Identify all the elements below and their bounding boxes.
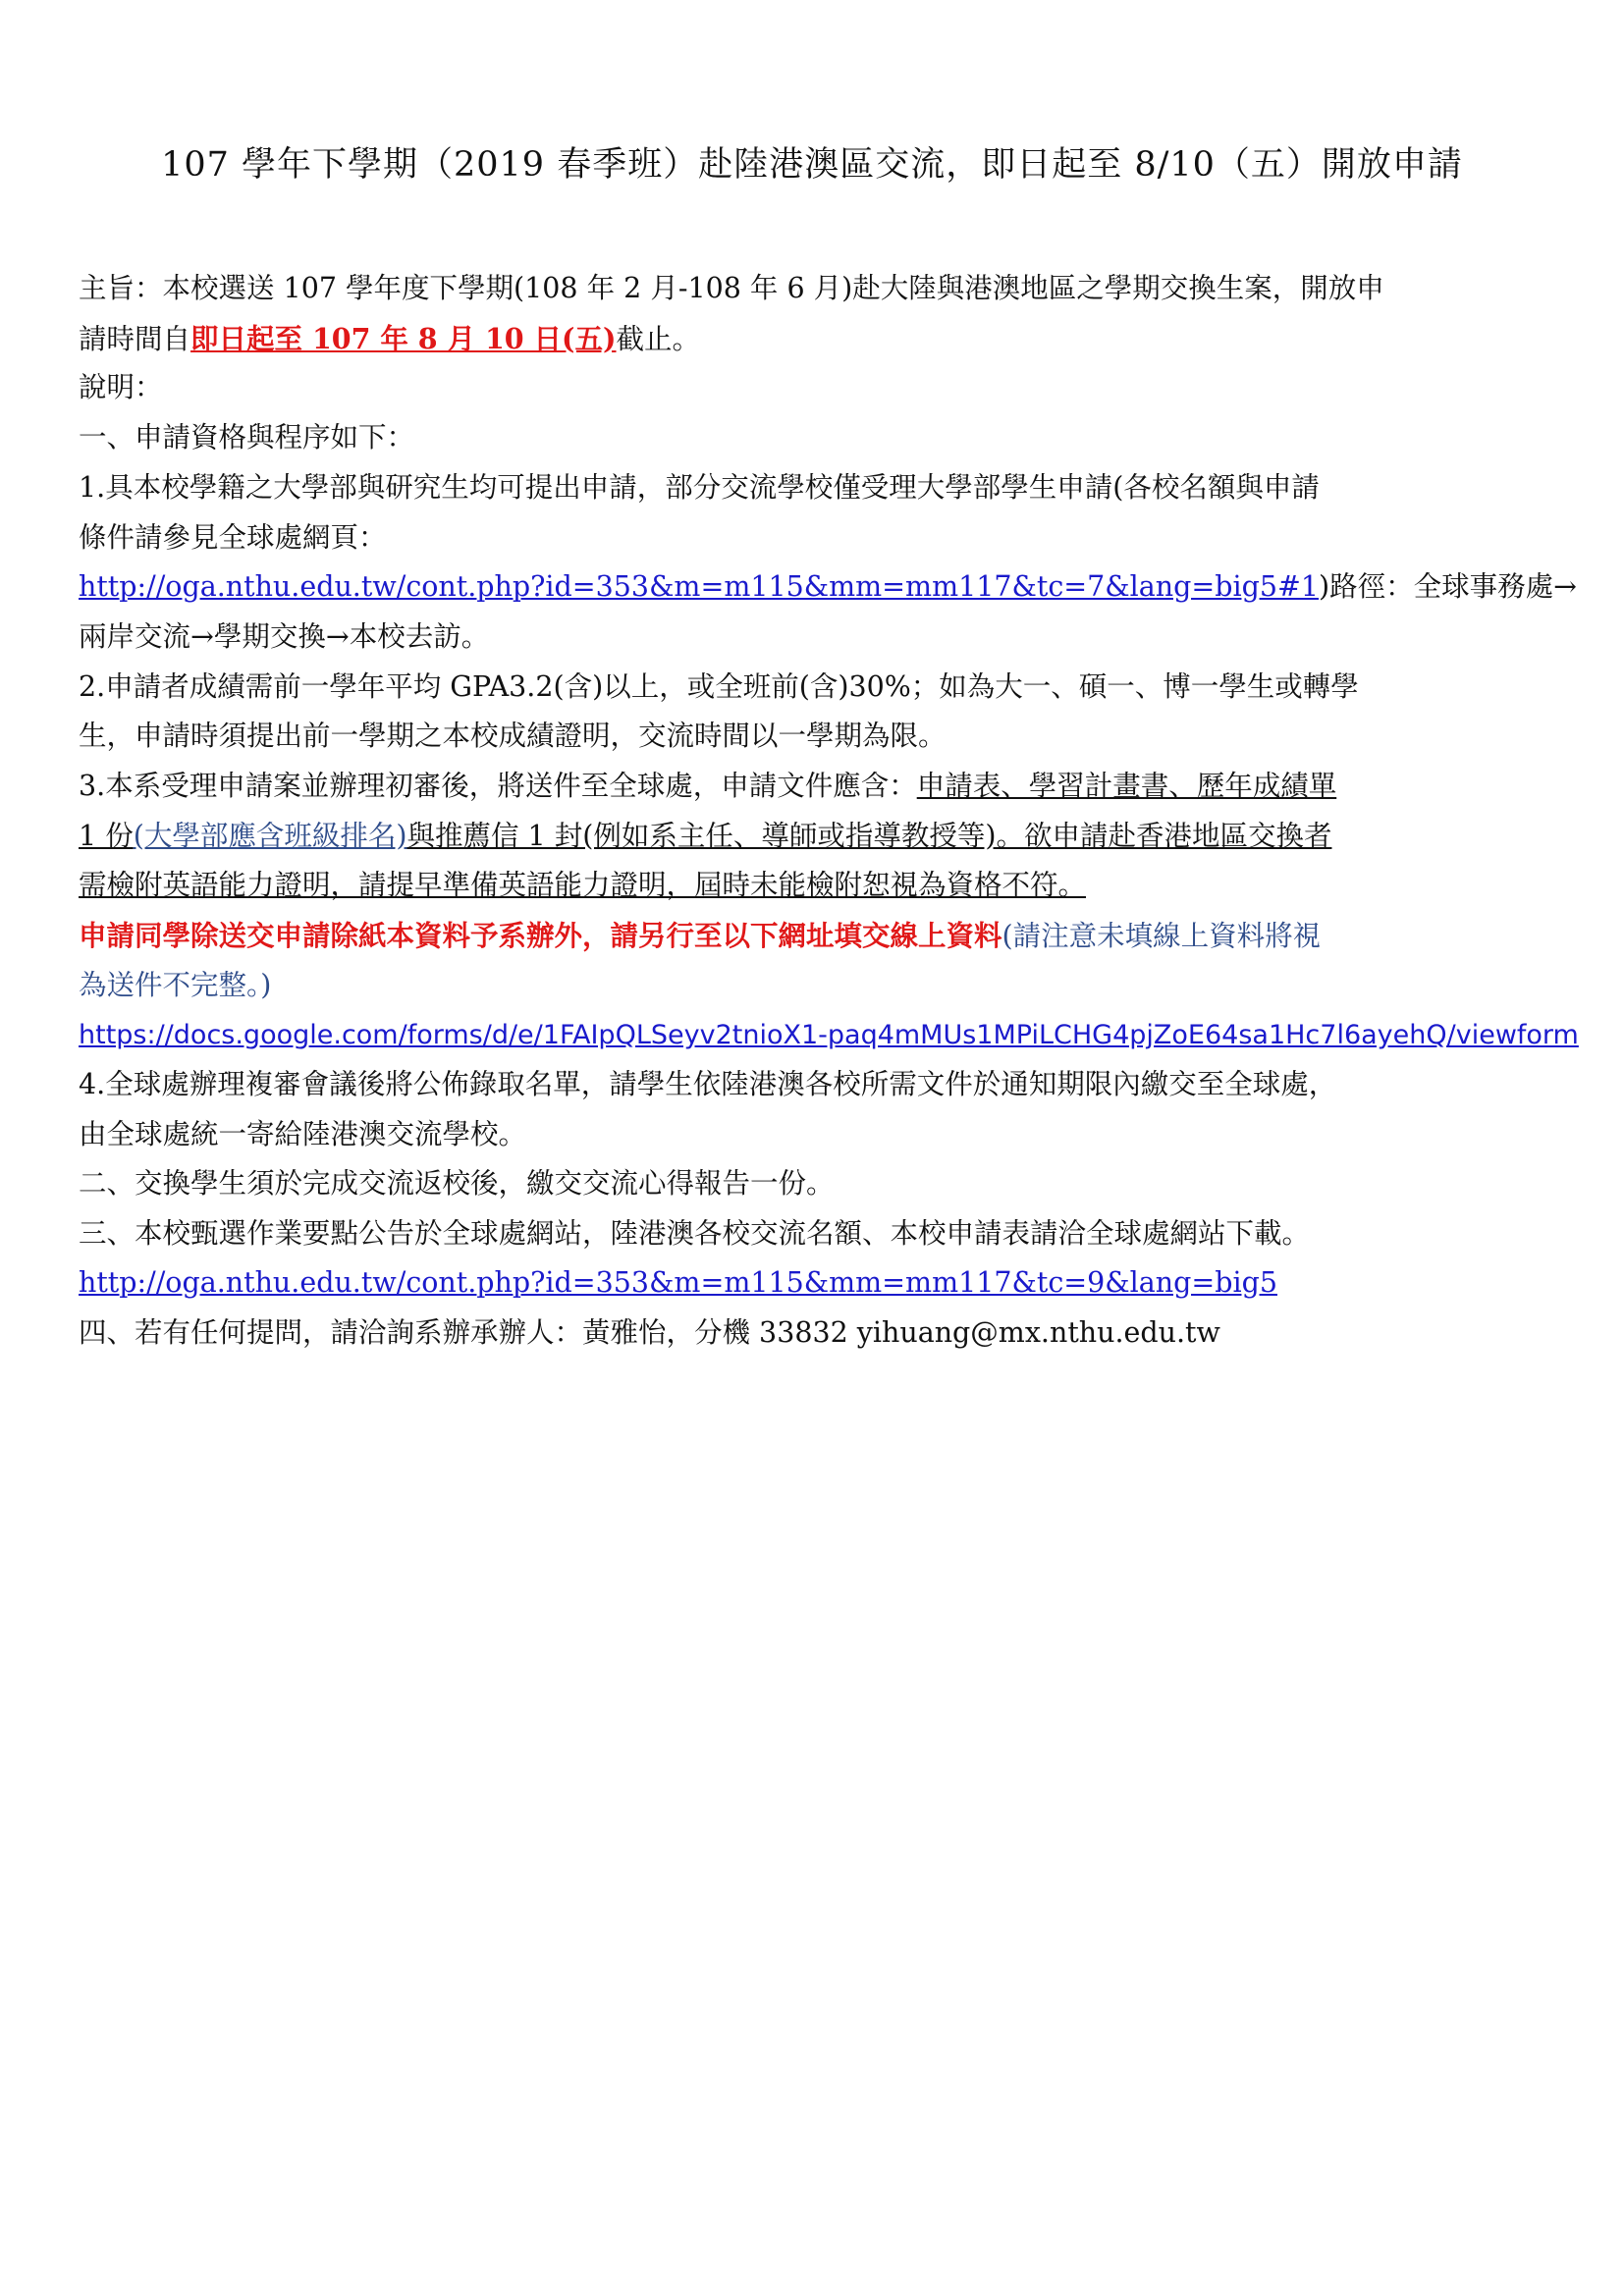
item3-line-1	[79, 770, 1336, 803]
item3-count: 1 份	[79, 820, 134, 852]
item2-line-2: 生，申請時須提出前一學期之本校成績證明，交流時間以一學期為限。	[79, 720, 947, 752]
notice-line-1	[79, 919, 1321, 953]
form-link-line	[79, 1018, 1579, 1052]
oga-selection-link[interactable]: http://oga.nthu.edu.tw/cont.php?id=353&m=m115&mm=mm117&tc=9&lang=big5	[79, 1266, 1277, 1299]
online-form-note: (請注意未填線上資料將視	[1001, 920, 1322, 952]
item3-required-docs: 申請表、學習計畫書、歷年成績單	[916, 770, 1337, 802]
section2-text: 二、交換學生須於完成交流返校後，繳交交流心得報告一份。	[79, 1167, 835, 1200]
subject-suffix: 截止。	[616, 323, 701, 355]
explain-label: 說明：	[79, 371, 163, 403]
item3-rank-note: (大學部應含班級排名)	[133, 820, 407, 852]
page-title: 107 學年下學期（2019 春季班）赴陸港澳區交流，即日起至 8/10（五）開放申請	[161, 145, 1463, 185]
item1-line-4: 兩岸交流→學期交換→本校去訪。	[79, 620, 490, 653]
oga-exchange-link[interactable]: http://oga.nthu.edu.tw/cont.php?id=353&m=m115&mm=mm117&tc=7&lang=big5#1	[79, 570, 1320, 603]
google-form-link[interactable]: https://docs.google.com/forms/d/e/1FAIpQLSeyv2tnioX1-paq4mMUs1MPiLCHG4pjZoE64sa1Hc7l6ayehQ/viewform	[79, 1020, 1579, 1050]
item2-line-1: 2.申請者成績需前一學年平均 GPA3.2(含)以上，或全班前(含)30%；如為大一、碩一、博一學生或轉學	[79, 670, 1359, 703]
subject-line-1: 主旨：本校選送 107 學年度下學期(108 年 2 月-108 年 6 月)赴大陸與港澳地區之學期交換生案，開放申	[79, 272, 1384, 304]
section4-text: 四、若有任何提問，請洽詢系辦承辦人：黃雅怡，分機 33832 yihuang@mx.nthu.edu.tw	[79, 1316, 1220, 1349]
subject-line-2	[79, 322, 700, 356]
notice-line-2: 為送件不完整。)	[79, 969, 272, 1001]
item1-line-3	[79, 570, 1577, 604]
section1-heading: 一、申請資格與程序如下：	[79, 421, 415, 454]
section3-link-line	[79, 1266, 1277, 1300]
deadline-text: 即日起至 107 年 8 月 10 日(五)	[190, 322, 617, 355]
section3-text: 三、本校甄選作業要點公告於全球處網站，陸港澳各校交流名額、本校申請表請洽全球處網站下載。	[79, 1217, 1311, 1250]
item3-prefix: 3.本系受理申請案並辦理初審後，將送件至全球處，申請文件應含：	[79, 770, 917, 802]
item1-line-1: 1.具本校學籍之大學部與研究生均可提出申請，部分交流學校僅受理大學部學生申請(各校名額與申請	[79, 471, 1320, 504]
item1-line-2: 條件請參見全球處網頁：	[79, 521, 387, 554]
item3-line-2	[79, 820, 1331, 853]
item4-line-1: 4.全球處辦理複審會議後將公佈錄取名單，請學生依陸港澳各校所需文件於通知期限內繳交至全球處，	[79, 1068, 1337, 1100]
online-form-notice: 申請同學除送交申請除紙本資料予系辦外，請另行至以下網址填交線上資料	[79, 919, 1002, 952]
subject-prefix: 請時間自	[79, 323, 191, 355]
link1-suffix: )路徑：全球事務處→	[1319, 570, 1578, 603]
item3-recommendation: 與推薦信 1 封(例如系主任、導師或指導教授等)。欲申請赴香港地區交換者	[406, 820, 1332, 852]
item4-line-2: 由全球處統一寄給陸港澳交流學校。	[79, 1118, 527, 1150]
item3-line-3: 需檢附英語能力證明，請提早準備英語能力證明，屆時未能檢附恕視為資格不符。	[79, 869, 1087, 901]
